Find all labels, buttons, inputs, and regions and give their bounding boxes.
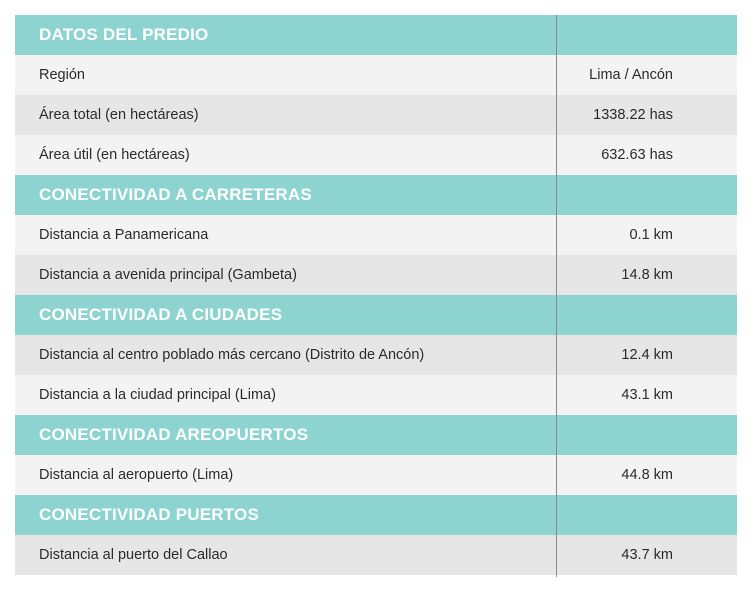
section-title: DATOS DEL PREDIO	[39, 25, 209, 44]
section-header-conectividad-ciudades	[15, 295, 737, 335]
row-label: Distancia al centro poblado más cercano (Distrito de Ancón)	[39, 347, 425, 363]
property-data-table	[15, 15, 737, 575]
section-title: CONECTIVIDAD A CARRETERAS	[39, 185, 312, 204]
table-row	[15, 215, 737, 255]
row-label: Región	[39, 67, 85, 83]
row-label: Distancia a avenida principal (Gambeta)	[39, 267, 297, 283]
row-value: 12.4 km	[621, 347, 673, 363]
row-value: 14.8 km	[621, 267, 673, 283]
section-title: CONECTIVIDAD A CIUDADES	[39, 305, 283, 324]
row-label: Distancia al aeropuerto (Lima)	[39, 467, 234, 483]
table-row	[15, 255, 737, 295]
row-label: Área útil (en hectáreas)	[39, 147, 190, 163]
column-divider	[556, 15, 557, 577]
row-value: 43.1 km	[621, 387, 673, 403]
row-value: 43.7 km	[621, 547, 673, 563]
row-label: Distancia a la ciudad principal (Lima)	[39, 387, 276, 403]
table-row	[15, 535, 737, 575]
row-value: 1338.22 has	[593, 107, 673, 123]
table-row	[15, 95, 737, 135]
table-row	[15, 135, 737, 175]
row-value: 0.1 km	[629, 227, 673, 243]
table-row	[15, 455, 737, 495]
section-header-datos-predio	[15, 15, 737, 55]
table-row	[15, 335, 737, 375]
row-label: Distancia a Panamericana	[39, 227, 209, 243]
table-row	[15, 55, 737, 95]
row-label: Área total (en hectáreas)	[39, 107, 199, 123]
row-value: 44.8 km	[621, 467, 673, 483]
section-header-conectividad-puertos	[15, 495, 737, 535]
row-value: 632.63 has	[601, 147, 673, 163]
section-title: CONECTIVIDAD AREOPUERTOS	[39, 425, 309, 444]
row-label: Distancia al puerto del Callao	[39, 547, 228, 563]
section-header-conectividad-aeropuertos	[15, 415, 737, 455]
table-row	[15, 375, 737, 415]
row-value: Lima / Ancón	[589, 67, 673, 83]
section-title: CONECTIVIDAD PUERTOS	[39, 505, 259, 524]
section-header-conectividad-carreteras	[15, 175, 737, 215]
